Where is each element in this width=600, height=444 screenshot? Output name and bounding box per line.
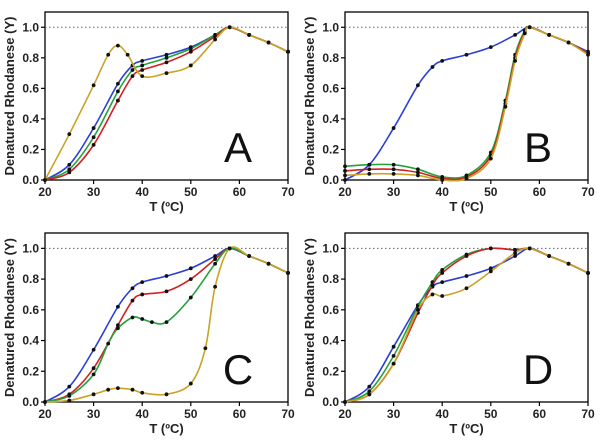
data-point	[343, 169, 347, 173]
data-point	[213, 285, 217, 289]
data-point	[203, 346, 207, 350]
data-point	[528, 246, 532, 250]
data-point	[367, 392, 371, 396]
x-tick-label: 40	[435, 185, 449, 199]
data-point	[67, 399, 71, 403]
data-point	[392, 126, 396, 130]
data-point	[392, 354, 396, 358]
y-tick-label: 0.8	[322, 272, 339, 287]
x-tick-label: 70	[581, 407, 595, 421]
panel-a	[2, 12, 295, 214]
data-point	[489, 157, 493, 161]
data-point	[67, 394, 71, 398]
data-point	[189, 266, 193, 270]
y-tick-label: 0.8	[22, 50, 39, 65]
x-tick-label: 50	[184, 407, 198, 421]
data-point	[165, 392, 169, 396]
data-point	[43, 400, 47, 404]
data-point	[131, 299, 135, 303]
x-tick-label: 60	[532, 407, 547, 421]
data-point	[140, 64, 144, 68]
x-tick-label: 20	[338, 407, 352, 421]
data-point	[43, 178, 47, 182]
data-point	[165, 61, 169, 65]
y-tick-label: 0.6	[22, 81, 39, 96]
x-tick-label: 40	[135, 185, 149, 199]
data-point	[465, 274, 469, 278]
x-axis-label: T (ºC)	[149, 421, 184, 436]
data-point	[440, 178, 444, 182]
data-point	[106, 53, 110, 57]
data-point	[131, 316, 135, 320]
data-point	[165, 56, 169, 60]
data-point	[392, 362, 396, 366]
data-point	[67, 385, 71, 389]
y-tick-label: 0.0	[22, 173, 39, 187]
data-point	[416, 308, 420, 312]
panel-d	[302, 233, 595, 436]
panel-c	[2, 233, 295, 436]
data-point	[392, 172, 396, 176]
data-point	[343, 178, 347, 182]
data-point	[140, 391, 144, 395]
data-point	[547, 254, 551, 258]
data-point	[189, 64, 193, 68]
data-point	[489, 45, 493, 49]
data-point	[228, 246, 232, 250]
data-point	[513, 251, 517, 255]
data-point	[367, 385, 371, 389]
data-point	[440, 59, 444, 63]
data-point	[247, 33, 251, 37]
data-point	[503, 105, 507, 109]
y-tick-label: 0.0	[322, 173, 339, 187]
x-tick-label: 50	[484, 185, 498, 199]
data-point	[343, 400, 347, 404]
data-point	[92, 348, 96, 352]
data-point	[165, 289, 169, 293]
data-point	[67, 132, 71, 136]
x-tick-label: 30	[86, 407, 101, 421]
data-point	[513, 33, 517, 37]
data-point	[431, 293, 435, 297]
x-tick-label: 20	[38, 407, 52, 421]
panel-b	[302, 12, 595, 214]
data-point	[126, 53, 130, 57]
data-point	[367, 163, 371, 167]
y-tick-label: 0.2	[322, 142, 339, 157]
data-point	[116, 99, 120, 103]
data-point	[267, 41, 271, 45]
data-point	[286, 50, 290, 54]
data-point	[106, 342, 110, 346]
data-point	[189, 296, 193, 300]
data-point	[140, 68, 144, 72]
y-axis-label: Denatured Rhodanese (Y)	[2, 238, 17, 397]
data-point	[213, 262, 217, 266]
y-tick-label: 0.4	[22, 333, 39, 348]
data-point	[67, 170, 71, 174]
data-point	[431, 65, 435, 69]
data-point	[106, 388, 110, 392]
data-point	[116, 82, 120, 86]
y-tick-label: 0.8	[322, 50, 339, 65]
data-point	[165, 71, 169, 75]
data-point	[440, 280, 444, 284]
panel-letter: D	[522, 346, 554, 393]
y-tick-label: 0.2	[22, 142, 39, 157]
data-point	[116, 386, 120, 390]
x-tick-label: 70	[581, 185, 595, 199]
x-tick-label: 70	[281, 185, 295, 199]
y-tick-label: 0.2	[322, 364, 339, 379]
x-axis-label: T (ºC)	[449, 199, 484, 214]
x-tick-label: 40	[135, 407, 149, 421]
data-point	[267, 262, 271, 266]
x-tick-label: 60	[232, 407, 247, 421]
data-point	[189, 277, 193, 281]
y-tick-label: 0.4	[322, 333, 339, 348]
data-point	[523, 31, 527, 35]
y-tick-label: 0.6	[22, 302, 39, 317]
y-tick-label: 0.6	[322, 302, 339, 317]
data-point	[67, 163, 71, 167]
data-point	[367, 167, 371, 171]
x-tick-label: 20	[338, 185, 352, 199]
y-tick-label: 0.8	[22, 272, 39, 287]
data-point	[140, 293, 144, 297]
data-point	[228, 25, 232, 29]
data-point	[343, 174, 347, 178]
data-point	[131, 286, 135, 290]
data-point	[440, 294, 444, 298]
data-point	[416, 83, 420, 87]
y-tick-label: 1.0	[322, 20, 339, 35]
data-point	[92, 143, 96, 147]
data-point	[92, 83, 96, 87]
data-point	[286, 271, 290, 275]
data-point	[465, 286, 469, 290]
y-tick-label: 1.0	[22, 241, 39, 256]
y-axis-label: Denatured Rhodanese (Y)	[302, 238, 317, 397]
data-point	[116, 305, 120, 309]
data-point	[567, 262, 571, 266]
y-axis-label: Denatured Rhodanese (Y)	[302, 16, 317, 176]
data-point	[465, 177, 469, 181]
data-point	[392, 167, 396, 171]
data-point	[116, 90, 120, 94]
data-point	[140, 317, 144, 321]
data-point	[431, 283, 435, 287]
y-tick-label: 1.0	[22, 20, 39, 35]
x-tick-label: 30	[86, 185, 101, 199]
data-point	[465, 53, 469, 57]
x-tick-label: 60	[532, 185, 547, 199]
data-point	[189, 50, 193, 54]
y-tick-label: 0.4	[22, 111, 39, 126]
x-tick-label: 30	[386, 407, 401, 421]
data-point	[140, 59, 144, 63]
data-point	[528, 25, 532, 29]
y-tick-label: 1.0	[322, 241, 339, 256]
data-point	[465, 254, 469, 258]
x-tick-label: 50	[184, 185, 198, 199]
y-axis-label: Denatured Rhodanese (Y)	[2, 16, 17, 176]
data-point	[586, 271, 590, 275]
data-point	[92, 135, 96, 139]
data-point	[440, 271, 444, 275]
data-point	[367, 172, 371, 176]
y-tick-label: 0.6	[322, 81, 339, 96]
data-point	[213, 38, 217, 42]
data-point	[392, 163, 396, 167]
data-point	[116, 44, 120, 48]
data-point	[131, 388, 135, 392]
data-point	[489, 246, 493, 250]
x-tick-label: 50	[484, 407, 498, 421]
data-point	[150, 320, 154, 324]
data-point	[392, 345, 396, 349]
x-tick-label: 40	[435, 407, 449, 421]
data-point	[92, 126, 96, 130]
data-point	[140, 280, 144, 284]
y-tick-label: 0.4	[322, 111, 339, 126]
panel-letter: C	[222, 346, 254, 393]
data-point	[586, 53, 590, 57]
data-point	[165, 274, 169, 278]
data-point	[92, 392, 96, 396]
panel-letter: A	[223, 124, 253, 171]
data-point	[513, 59, 517, 63]
y-tick-label: 0.0	[322, 395, 339, 409]
x-tick-label: 60	[232, 185, 247, 199]
data-point	[547, 33, 551, 37]
data-point	[189, 382, 193, 386]
data-point	[567, 41, 571, 45]
panel-letter: B	[523, 124, 553, 171]
data-point	[247, 254, 251, 258]
x-tick-label: 20	[38, 185, 52, 199]
data-point	[92, 372, 96, 376]
data-point	[213, 257, 217, 261]
y-tick-label: 0.2	[22, 364, 39, 379]
data-point	[116, 326, 120, 330]
data-point	[343, 164, 347, 168]
data-point	[416, 174, 420, 178]
data-point	[92, 366, 96, 370]
data-point	[165, 320, 169, 324]
data-point	[131, 68, 135, 72]
data-point	[131, 74, 135, 78]
y-tick-label: 0.0	[22, 395, 39, 409]
data-point	[140, 74, 144, 78]
data-point	[489, 270, 493, 274]
x-axis-label: T (ºC)	[149, 199, 184, 214]
x-axis-label: T (ºC)	[449, 421, 484, 436]
x-tick-label: 70	[281, 407, 295, 421]
x-tick-label: 30	[386, 185, 401, 199]
